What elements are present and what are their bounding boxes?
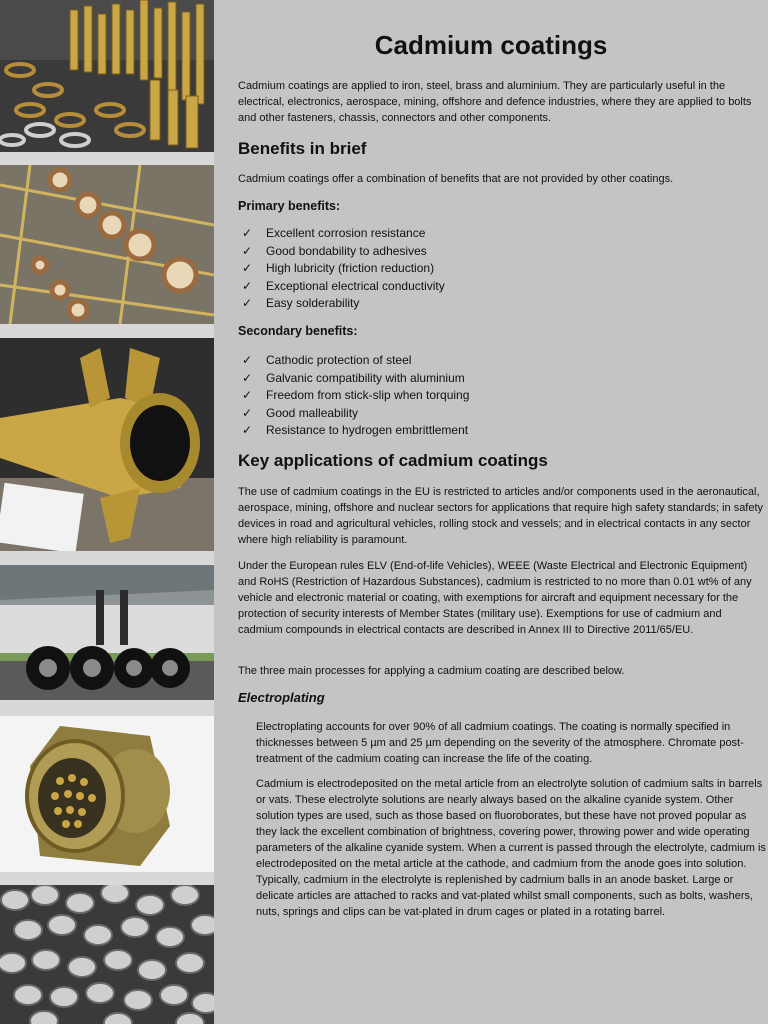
article [214,0,768,1024]
check-icon: ✓ [242,370,253,385]
fasteners-image [0,0,214,152]
list-item: ✓ High lubricity (friction reduction) [242,260,445,278]
check-icon: ✓ [242,278,253,293]
check-icon: ✓ [242,388,253,402]
page-title: Cadmium coatings [374,30,608,60]
secondary-benefits-list [242,352,469,440]
benefits-text: Cadmium coatings offer a combination of benefits that are not provided by other coatings. [238,173,674,185]
aerospace-part-image [0,338,214,551]
electroplating-paragraph-1: Electroplating accounts for over 90% of all cadmium coatings. The coating is normally specified in thicknesses between 5 µm and 25 µm depending on the severity of the atmosphere. Chromate post-treatment of the cadmium coating can increase the life of the coating. [256,721,744,765]
check-icon: ✓ [242,261,253,275]
applications-paragraph-2: Under the European rules ELV (End-of-life Vehicles), WEEE (Waste Electrical and Electronic Equipment) and RoHS (Restriction of Hazardous Substances), cadmium is restricted to no more than 0.01 wt% of any vehicle and electronic material or coating, with exemptions for aircraft and equipment necessary for the protection of security interests of Member States (military use). Exemptions for use of cadmium and cadmium compounds in electrical contacts are described in Annex III to Directive 2011/65/EU. [238,560,752,636]
photo-fasteners [0,0,214,152]
washers-rack-image [0,165,214,324]
list-item: ✓ Exceptional electrical conductivity [242,278,445,296]
photo-washers-rack [0,165,214,324]
list-item: ✓ Good bondability to adhesives [242,243,445,261]
photo-column [0,0,214,1024]
landing-gear-image [0,565,214,700]
list-item: ✓ Freedom from stick-slip when torquing [242,387,469,405]
list-item: ✓ Resistance to hydrogen embrittlement [242,422,469,440]
list-item: ✓ Good malleability [242,405,469,423]
secondary-benefits-heading: Secondary benefits: [238,324,358,338]
electroplating-heading: Electroplating [238,690,325,705]
check-icon: ✓ [242,405,253,420]
applications-heading: Key applications of cadmium coatings [238,451,548,470]
photo-connector [0,716,214,872]
electroplating-paragraph-2: Cadmium is electrodeposited on the metal article from an electrolyte solution of cadmium salts in barrels or vats. These electrolyte solutions are nearly always based on the alkaline cyanide system. Other solution types are used, such as those based on fluoroborates, but these have not proved popular as they lack the excellent combination of brightness, covering power, throwing power and wide operating parameters of the alkaline cyanide system. When a current is passed through the electrolyte, cadmium is electrodeposited on the metal article at the cathode, and cadmium from the anode goes into solution. Typically, cadmium in the electrolyte is replenished by cadmium balls in an anode basket. Large or delicate articles are attached to racks and vat-plated whilst small components, such as bolts, washers, nuts, springs and clips can be vat-plated in drum cages or plated in a rotating barrel. [256,778,766,918]
plated-cups-image [0,885,214,1024]
connector-image [0,716,214,872]
check-icon: ✓ [242,353,253,367]
list-item: ✓ Galvanic compatibility with aluminium [242,370,469,388]
applications-paragraph-3: The three main processes for applying a cadmium coating are described below. [238,665,625,677]
list-item: ✓ Cathodic protection of steel [242,352,469,370]
primary-benefits-list [242,225,445,313]
list-item: ✓ Easy solderability [242,295,445,313]
check-icon: ✓ [242,296,253,310]
check-icon: ✓ [242,423,253,437]
photo-plated-cups [0,885,214,1024]
list-item: ✓ Excellent corrosion resistance [242,225,445,243]
applications-paragraph-1: The use of cadmium coatings in the EU is restricted to articles and/or components used in the aeronautical, aerospace, mining, offshore and nuclear sectors for applications that require high safety standards; in safety devices in road and agricultural vehicles, rolling stock and vessels; and in electrical contacts in any sector where high reliability is paramount. [238,486,764,546]
check-icon: ✓ [242,226,253,240]
primary-benefits-heading: Primary benefits: [238,199,341,213]
photo-landing-gear [0,565,214,700]
intro-paragraph: Cadmium coatings are applied to iron, steel, brass and aluminium. They are particularly useful in the electrical, electronics, aerospace, mining, offshore and defence industries, where they are applied to bolts and other fasteners, chassis, connectors and other components. [238,80,752,124]
benefits-heading: Benefits in brief [238,139,367,158]
check-icon: ✓ [242,243,253,258]
photo-aerospace-part [0,338,214,551]
